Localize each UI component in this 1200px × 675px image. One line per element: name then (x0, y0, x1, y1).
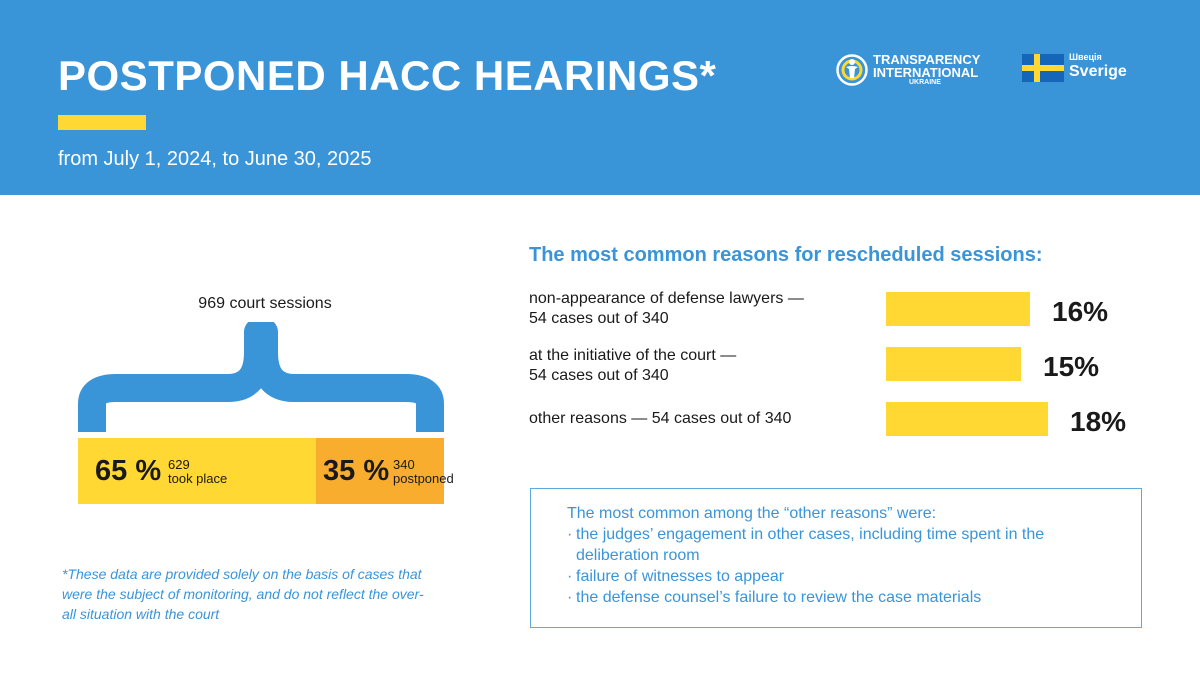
postponed-count (393, 458, 454, 486)
sessions-split-bar (78, 438, 454, 504)
reason-label-line: 54 cases out of 340 (529, 367, 669, 384)
sweden-logo (1022, 52, 1142, 86)
ti-logo-text (873, 53, 980, 87)
reason-bar-court-initiative (886, 347, 1021, 381)
brace-shape (92, 332, 430, 432)
sweden-logo-text (1069, 52, 1127, 81)
transparency-international-logo-icon (836, 54, 868, 86)
reason-label-line: at the initiative of the court — (529, 347, 737, 364)
sweden-logo-ukrainian: Швеція (1069, 52, 1102, 62)
list-item (567, 524, 1127, 566)
other-reasons-box (530, 488, 1142, 628)
sessions-brace-icon (78, 322, 444, 442)
list-item-line: · the judges’ engagement in other cases, including time spent in the (576, 526, 1045, 543)
total-sessions-label: 969 court sessions (198, 295, 332, 312)
sweden-flag-icon (1022, 54, 1064, 82)
other-reasons-list (567, 524, 1127, 608)
took-place-segment (78, 438, 316, 504)
other-reasons-heading: The most common among the “other reasons” were: (567, 505, 937, 522)
reason-label-defense-lawyers (529, 289, 859, 329)
took-place-count (168, 458, 227, 486)
header-banner (0, 0, 1200, 195)
postponed-segment (316, 438, 454, 504)
reason-value-court-initiative: 15% (1043, 351, 1100, 382)
reason-value-other: 18% (1070, 406, 1127, 437)
reason-label-other (529, 409, 859, 429)
ti-logo-line3: UKRAINE (909, 79, 941, 86)
transparency-international-logo (836, 52, 986, 88)
footnote-line: were the subject of monitoring, and do not reflect the over- (62, 586, 424, 602)
took-place-count-label: took place (168, 471, 228, 486)
reason-bar-other (886, 402, 1048, 436)
reason-label-line: 54 cases out of 340 (529, 310, 669, 327)
reason-label-line: other reasons — 54 cases out of 340 (529, 410, 792, 427)
took-place-count-number: 629 (168, 457, 190, 472)
ti-logo-line2: INTERNATIONAL (873, 65, 979, 80)
reason-label-court-initiative (529, 346, 859, 386)
page-subtitle: from July 1, 2024, to June 30, 2025 (58, 148, 372, 170)
title-accent-bar (58, 115, 146, 130)
footnote-line: all situation with the court (62, 606, 220, 622)
footnote-line: *These data are provided solely on the basis of cases that (62, 566, 422, 582)
postponed-count-number: 340 (393, 457, 415, 472)
page-title: POSTPONED HACC HEARINGS* (58, 52, 717, 99)
postponed-count-label: postponed (393, 471, 454, 486)
reason-value-defense-lawyers: 16% (1052, 296, 1109, 327)
reason-bar-defense-lawyers (886, 292, 1030, 326)
postponed-percent: 35 % (323, 455, 390, 487)
footnote (62, 564, 482, 624)
list-item: · failure of witnesses to appear (567, 566, 1127, 587)
sweden-logo-swedish: Sverige (1069, 63, 1127, 80)
reason-label-line: non-appearance of defense lawyers — (529, 290, 804, 307)
reasons-title: The most common reasons for rescheduled sessions: (529, 244, 1043, 266)
ti-logo-line1: TRANSPARENCY (873, 52, 981, 67)
took-place-percent: 65 % (95, 455, 162, 487)
list-item: · the defense counsel’s failure to review the case materials (567, 587, 1127, 608)
list-item-line: deliberation room (576, 547, 700, 564)
